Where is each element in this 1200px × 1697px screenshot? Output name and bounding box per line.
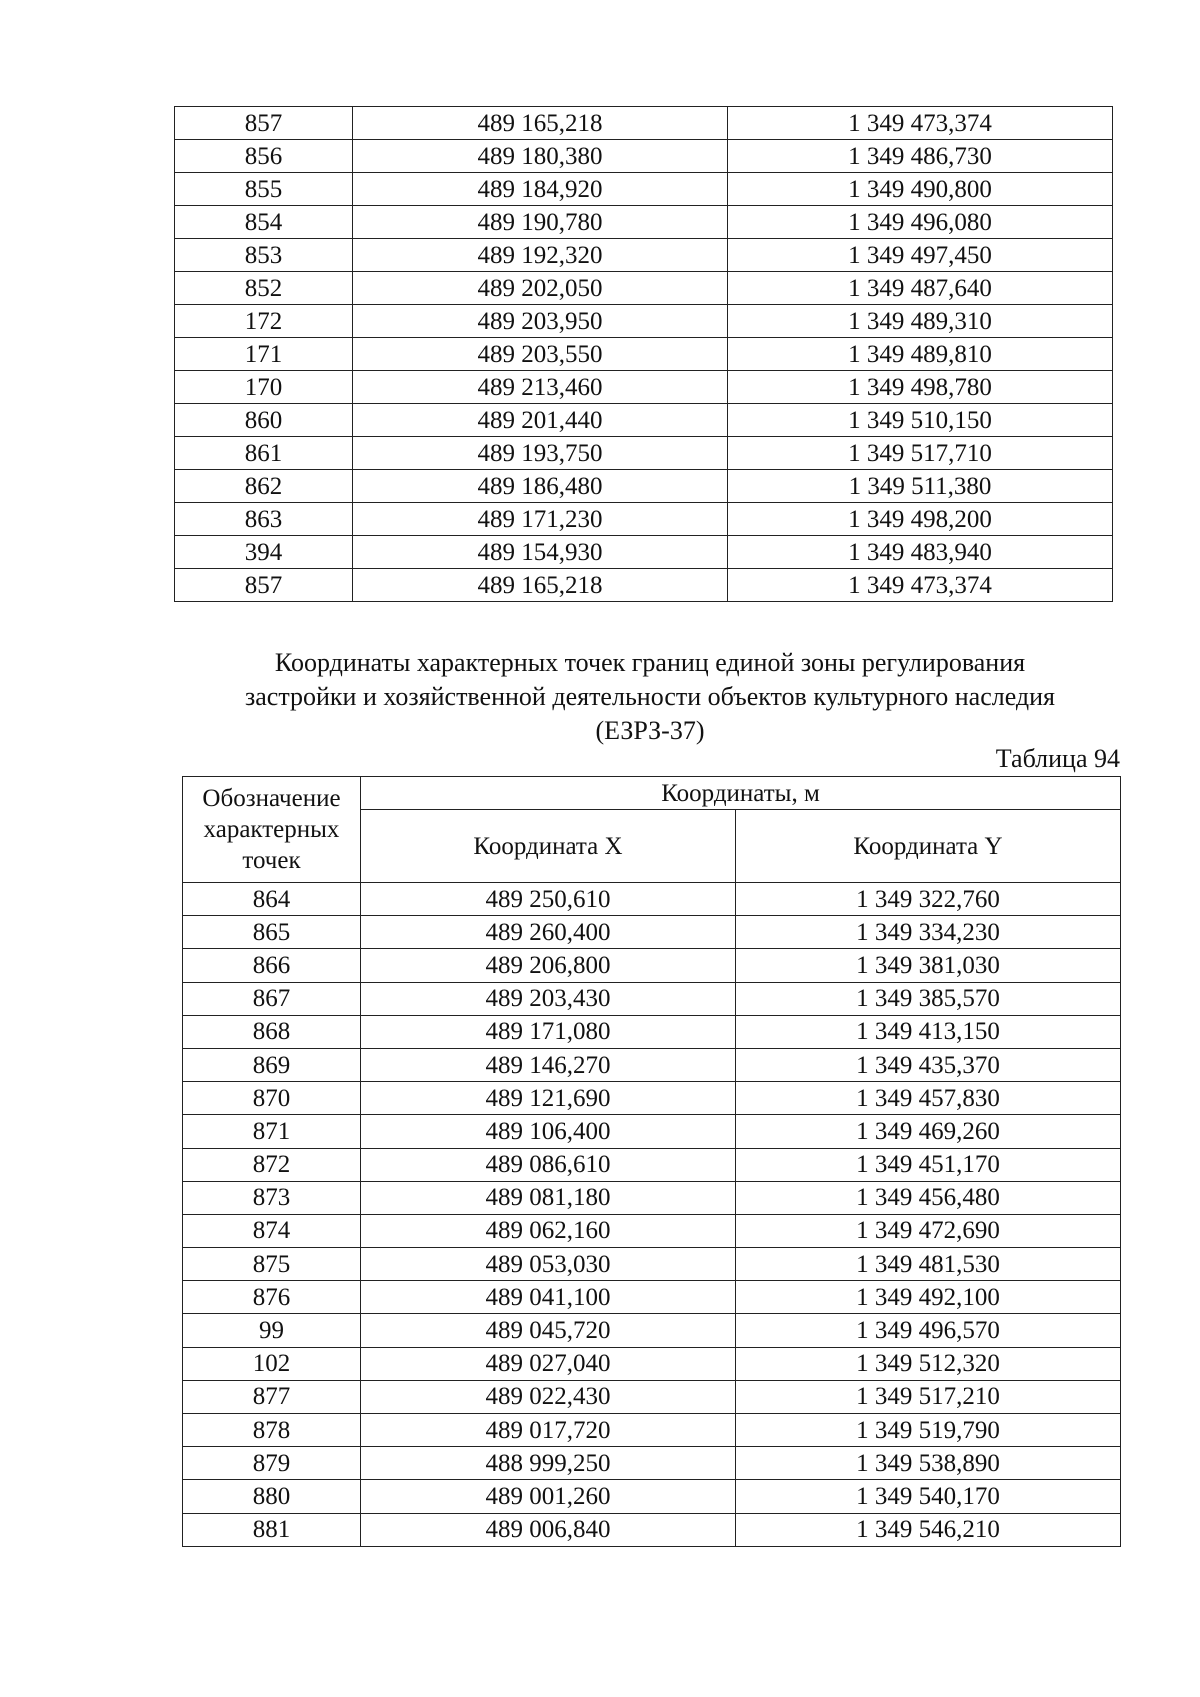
point-number-cell: 394 (175, 536, 353, 569)
table-row (175, 107, 1113, 140)
coordinate-x-cell: 489 184,920 (353, 173, 728, 206)
heading-line: Координаты характерных точек границ единой зоны регулирования (274, 648, 1026, 677)
coordinate-x-cell: 489 062,160 (361, 1214, 736, 1247)
table-row (183, 1048, 1121, 1081)
coordinate-y-cell: 1 349 490,800 (728, 173, 1113, 206)
coordinate-x-cell: 489 106,400 (361, 1115, 736, 1148)
table-row (183, 1015, 1121, 1048)
point-number-cell: 856 (175, 140, 353, 173)
point-number-cell: 863 (175, 503, 353, 536)
coordinate-x-cell: 489 006,840 (361, 1513, 736, 1546)
coordinate-y-cell: 1 349 381,030 (736, 949, 1121, 982)
coordinate-y-cell: 1 349 334,230 (736, 916, 1121, 949)
continued-coordinates-table (174, 106, 1113, 602)
table-row (183, 1148, 1121, 1181)
point-number-cell: 170 (175, 371, 353, 404)
coordinate-y-cell: 1 349 519,790 (736, 1414, 1121, 1447)
point-number-cell: 870 (183, 1082, 361, 1115)
coordinate-y-cell: 1 349 456,480 (736, 1181, 1121, 1214)
point-number-cell: 869 (183, 1048, 361, 1081)
point-number-cell: 881 (183, 1513, 361, 1546)
coordinate-x-cell: 489 081,180 (361, 1181, 736, 1214)
point-number-cell: 861 (175, 437, 353, 470)
coordinate-y-cell: 1 349 496,570 (736, 1314, 1121, 1347)
table-row (183, 1248, 1121, 1281)
coordinate-y-cell: 1 349 492,100 (736, 1281, 1121, 1314)
header-point-designation: Обозначение характерных точек (183, 777, 361, 883)
table-row (183, 916, 1121, 949)
continued-table-body (175, 107, 1113, 602)
table-row (183, 883, 1121, 916)
point-number-cell: 871 (183, 1115, 361, 1148)
table-row (175, 371, 1113, 404)
point-number-cell: 865 (183, 916, 361, 949)
table-row (175, 569, 1113, 602)
point-number-cell: 860 (175, 404, 353, 437)
coordinate-x-cell: 489 206,800 (361, 949, 736, 982)
coordinate-y-cell: 1 349 510,150 (728, 404, 1113, 437)
coordinate-x-cell: 489 190,780 (353, 206, 728, 239)
point-number-cell: 867 (183, 982, 361, 1015)
point-number-cell: 102 (183, 1347, 361, 1380)
coordinate-x-cell: 489 053,030 (361, 1248, 736, 1281)
coordinate-x-cell: 489 192,320 (353, 239, 728, 272)
table-row (175, 503, 1113, 536)
coordinate-y-cell: 1 349 472,690 (736, 1214, 1121, 1247)
point-number-cell: 875 (183, 1248, 361, 1281)
coordinate-y-cell: 1 349 481,530 (736, 1248, 1121, 1281)
point-number-cell: 853 (175, 239, 353, 272)
coordinate-x-cell: 489 154,930 (353, 536, 728, 569)
table-row (183, 1513, 1121, 1546)
coordinate-x-cell: 489 171,230 (353, 503, 728, 536)
coordinate-x-cell: 489 146,270 (361, 1048, 736, 1081)
table-row (175, 437, 1113, 470)
coordinate-y-cell: 1 349 498,780 (728, 371, 1113, 404)
point-number-cell: 874 (183, 1214, 361, 1247)
table-row (183, 1480, 1121, 1513)
coordinate-y-cell: 1 349 517,710 (728, 437, 1113, 470)
point-number-cell: 872 (183, 1148, 361, 1181)
coordinate-x-cell: 489 260,400 (361, 916, 736, 949)
coordinate-y-cell: 1 349 483,940 (728, 536, 1113, 569)
coordinate-x-cell: 489 202,050 (353, 272, 728, 305)
coordinate-x-cell: 489 213,460 (353, 371, 728, 404)
table-row (183, 1414, 1121, 1447)
coordinate-x-cell: 489 027,040 (361, 1347, 736, 1380)
table-row (175, 173, 1113, 206)
coordinate-x-cell: 489 017,720 (361, 1414, 736, 1447)
table-number-label: Таблица 94 (995, 744, 1120, 773)
coordinate-x-cell: 489 186,480 (353, 470, 728, 503)
coordinate-y-cell: 1 349 413,150 (736, 1015, 1121, 1048)
coordinate-x-cell: 489 165,218 (353, 107, 728, 140)
coordinate-y-cell: 1 349 512,320 (736, 1347, 1121, 1380)
coordinate-x-cell: 489 203,430 (361, 982, 736, 1015)
coordinate-x-cell: 488 999,250 (361, 1447, 736, 1480)
point-number-cell: 857 (175, 569, 353, 602)
coordinate-y-cell: 1 349 473,374 (728, 569, 1113, 602)
table-row (183, 1115, 1121, 1148)
coordinate-x-cell: 489 165,218 (353, 569, 728, 602)
table-row (175, 536, 1113, 569)
point-number-cell: 172 (175, 305, 353, 338)
section-heading (150, 646, 1150, 748)
coordinate-x-cell: 489 193,750 (353, 437, 728, 470)
table-row (175, 206, 1113, 239)
point-number-cell: 866 (183, 949, 361, 982)
table-row (175, 272, 1113, 305)
coordinate-y-cell: 1 349 538,890 (736, 1447, 1121, 1480)
table-row (183, 1214, 1121, 1247)
table-row (183, 1447, 1121, 1480)
coordinate-x-cell: 489 086,610 (361, 1148, 736, 1181)
point-number-cell: 857 (175, 107, 353, 140)
table-row (183, 982, 1121, 1015)
coordinate-x-cell: 489 180,380 (353, 140, 728, 173)
point-number-cell: 855 (175, 173, 353, 206)
point-number-cell: 876 (183, 1281, 361, 1314)
header-coordinate-x: Координата X (361, 810, 736, 883)
header-coordinates-group: Координаты, м (361, 777, 1121, 810)
table-row (183, 1314, 1121, 1347)
point-number-cell: 171 (175, 338, 353, 371)
coordinate-x-cell: 489 203,550 (353, 338, 728, 371)
coordinates-table-94 (182, 776, 1121, 1547)
point-number-cell: 880 (183, 1480, 361, 1513)
coordinate-x-cell: 489 001,260 (361, 1480, 736, 1513)
table-row (175, 140, 1113, 173)
coordinate-x-cell: 489 041,100 (361, 1281, 736, 1314)
coordinate-y-cell: 1 349 469,260 (736, 1115, 1121, 1148)
coordinate-y-cell: 1 349 511,380 (728, 470, 1113, 503)
coordinate-y-cell: 1 349 540,170 (736, 1480, 1121, 1513)
coordinate-y-cell: 1 349 496,080 (728, 206, 1113, 239)
coordinate-y-cell: 1 349 473,374 (728, 107, 1113, 140)
coordinate-y-cell: 1 349 451,170 (736, 1148, 1121, 1181)
coordinate-x-cell: 489 171,080 (361, 1015, 736, 1048)
point-number-cell: 99 (183, 1314, 361, 1347)
table-row (183, 1181, 1121, 1214)
coordinate-y-cell: 1 349 546,210 (736, 1513, 1121, 1546)
table-row (175, 404, 1113, 437)
heading-line: (ЕЗРЗ-37) (595, 716, 705, 745)
table-row (183, 1380, 1121, 1413)
coordinate-y-cell: 1 349 517,210 (736, 1380, 1121, 1413)
point-number-cell: 873 (183, 1181, 361, 1214)
point-number-cell: 864 (183, 883, 361, 916)
coordinate-x-cell: 489 022,430 (361, 1380, 736, 1413)
coordinate-y-cell: 1 349 385,570 (736, 982, 1121, 1015)
table-row (175, 239, 1113, 272)
point-number-cell: 877 (183, 1380, 361, 1413)
coordinate-x-cell: 489 250,610 (361, 883, 736, 916)
table-row (183, 1347, 1121, 1380)
coordinate-y-cell: 1 349 489,810 (728, 338, 1113, 371)
point-number-cell: 879 (183, 1447, 361, 1480)
coordinate-x-cell: 489 121,690 (361, 1082, 736, 1115)
coordinate-x-cell: 489 201,440 (353, 404, 728, 437)
coordinate-y-cell: 1 349 435,370 (736, 1048, 1121, 1081)
coordinate-y-cell: 1 349 457,830 (736, 1082, 1121, 1115)
coordinate-y-cell: 1 349 487,640 (728, 272, 1113, 305)
table-row (183, 949, 1121, 982)
point-number-cell: 854 (175, 206, 353, 239)
table-row (175, 470, 1113, 503)
coordinate-y-cell: 1 349 322,760 (736, 883, 1121, 916)
coordinate-y-cell: 1 349 497,450 (728, 239, 1113, 272)
point-number-cell: 862 (175, 470, 353, 503)
point-number-cell: 868 (183, 1015, 361, 1048)
coordinate-y-cell: 1 349 498,200 (728, 503, 1113, 536)
coordinate-x-cell: 489 045,720 (361, 1314, 736, 1347)
coordinate-y-cell: 1 349 489,310 (728, 305, 1113, 338)
point-number-cell: 852 (175, 272, 353, 305)
table-94-body (183, 883, 1121, 1547)
coordinate-x-cell: 489 203,950 (353, 305, 728, 338)
table-row (183, 1281, 1121, 1314)
table-94-header (183, 777, 1121, 883)
table-row (175, 305, 1113, 338)
point-number-cell: 878 (183, 1414, 361, 1447)
coordinate-y-cell: 1 349 486,730 (728, 140, 1113, 173)
table-row (183, 1082, 1121, 1115)
heading-line: застройки и хозяйственной деятельности объектов культурного наследия (244, 682, 1056, 711)
table-row (175, 338, 1113, 371)
header-coordinate-y: Координата Y (736, 810, 1121, 883)
